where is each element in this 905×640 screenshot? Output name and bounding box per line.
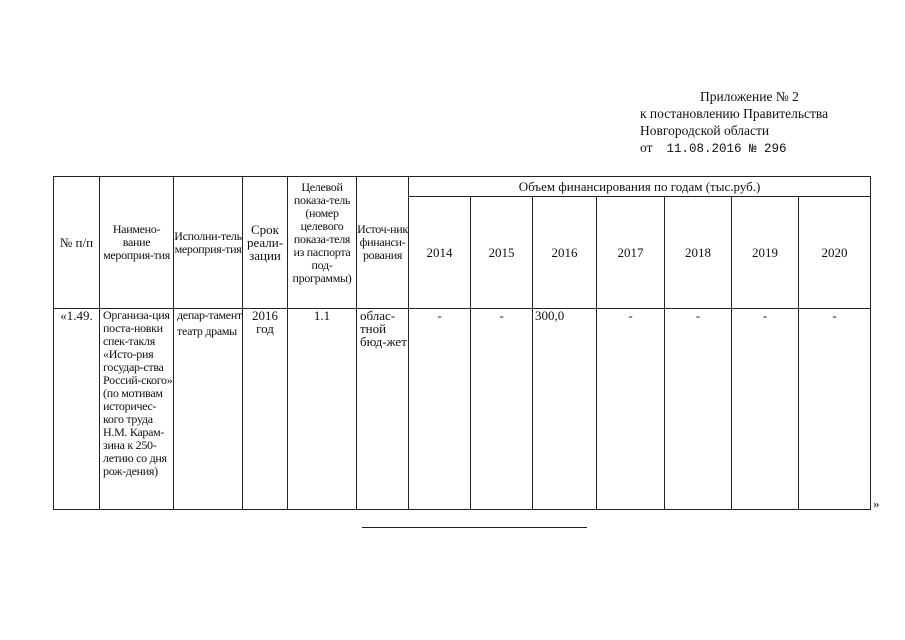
value-2018: - <box>665 309 732 510</box>
year-2015: 2015 <box>471 197 533 309</box>
row-source: облас-тной бюд-жет <box>357 309 409 510</box>
row-target: 1.1 <box>288 309 357 510</box>
year-2017: 2017 <box>597 197 665 309</box>
region-line: Новгородской области <box>640 123 770 138</box>
appendix-title: Приложение № 2 <box>700 89 799 104</box>
resolution-line: к постановлению Правительства <box>640 106 829 121</box>
date-line <box>640 139 880 158</box>
value-2019: - <box>732 309 799 510</box>
value-2020: - <box>799 309 871 510</box>
header-target: Целевой показа-тель (номер целевого показа-теля из паспорта под-программы) <box>288 177 357 309</box>
row-executor-line1: депар-тамент <box>177 308 242 322</box>
year-2020: 2020 <box>799 197 871 309</box>
row-term: 2016 год <box>243 309 288 510</box>
header-term: Срок реали-зации <box>243 177 288 309</box>
header-num: № п/п <box>54 177 100 309</box>
value-2017: - <box>597 309 665 510</box>
value-2014: - <box>409 309 471 510</box>
row-name: Организа-ция поста-новки спек-такля «Исто-рия государ-ства Россий-ского» (по мотивам историчес-кого труда Н.М. Карам-зина к 250-летию со дня рож-дения) <box>100 309 174 510</box>
year-2014: 2014 <box>409 197 471 309</box>
row-num: «1.49. <box>54 309 100 510</box>
value-2015: - <box>471 309 533 510</box>
header-name: Наимено-вание мероприя-тия <box>100 177 174 309</box>
approval-header <box>640 88 880 158</box>
funding-table <box>53 176 871 510</box>
footer-divider <box>362 527 587 528</box>
row-executor <box>174 309 243 510</box>
value-2016: 300,0 <box>533 309 597 510</box>
closing-quote: » <box>873 496 880 511</box>
header-funding: Объем финансирования по годам (тыс.руб.) <box>409 177 871 197</box>
year-2016: 2016 <box>533 197 597 309</box>
year-2019: 2019 <box>732 197 799 309</box>
year-2018: 2018 <box>665 197 732 309</box>
row-executor-line2: театр драмы <box>177 324 237 338</box>
header-executor: Исполни-тель мероприя-тия <box>174 177 243 309</box>
header-source: Источ-ник финанси-рования <box>357 177 409 309</box>
from-label: от <box>640 140 653 155</box>
date-number: 11.08.2016 № 296 <box>666 142 787 156</box>
